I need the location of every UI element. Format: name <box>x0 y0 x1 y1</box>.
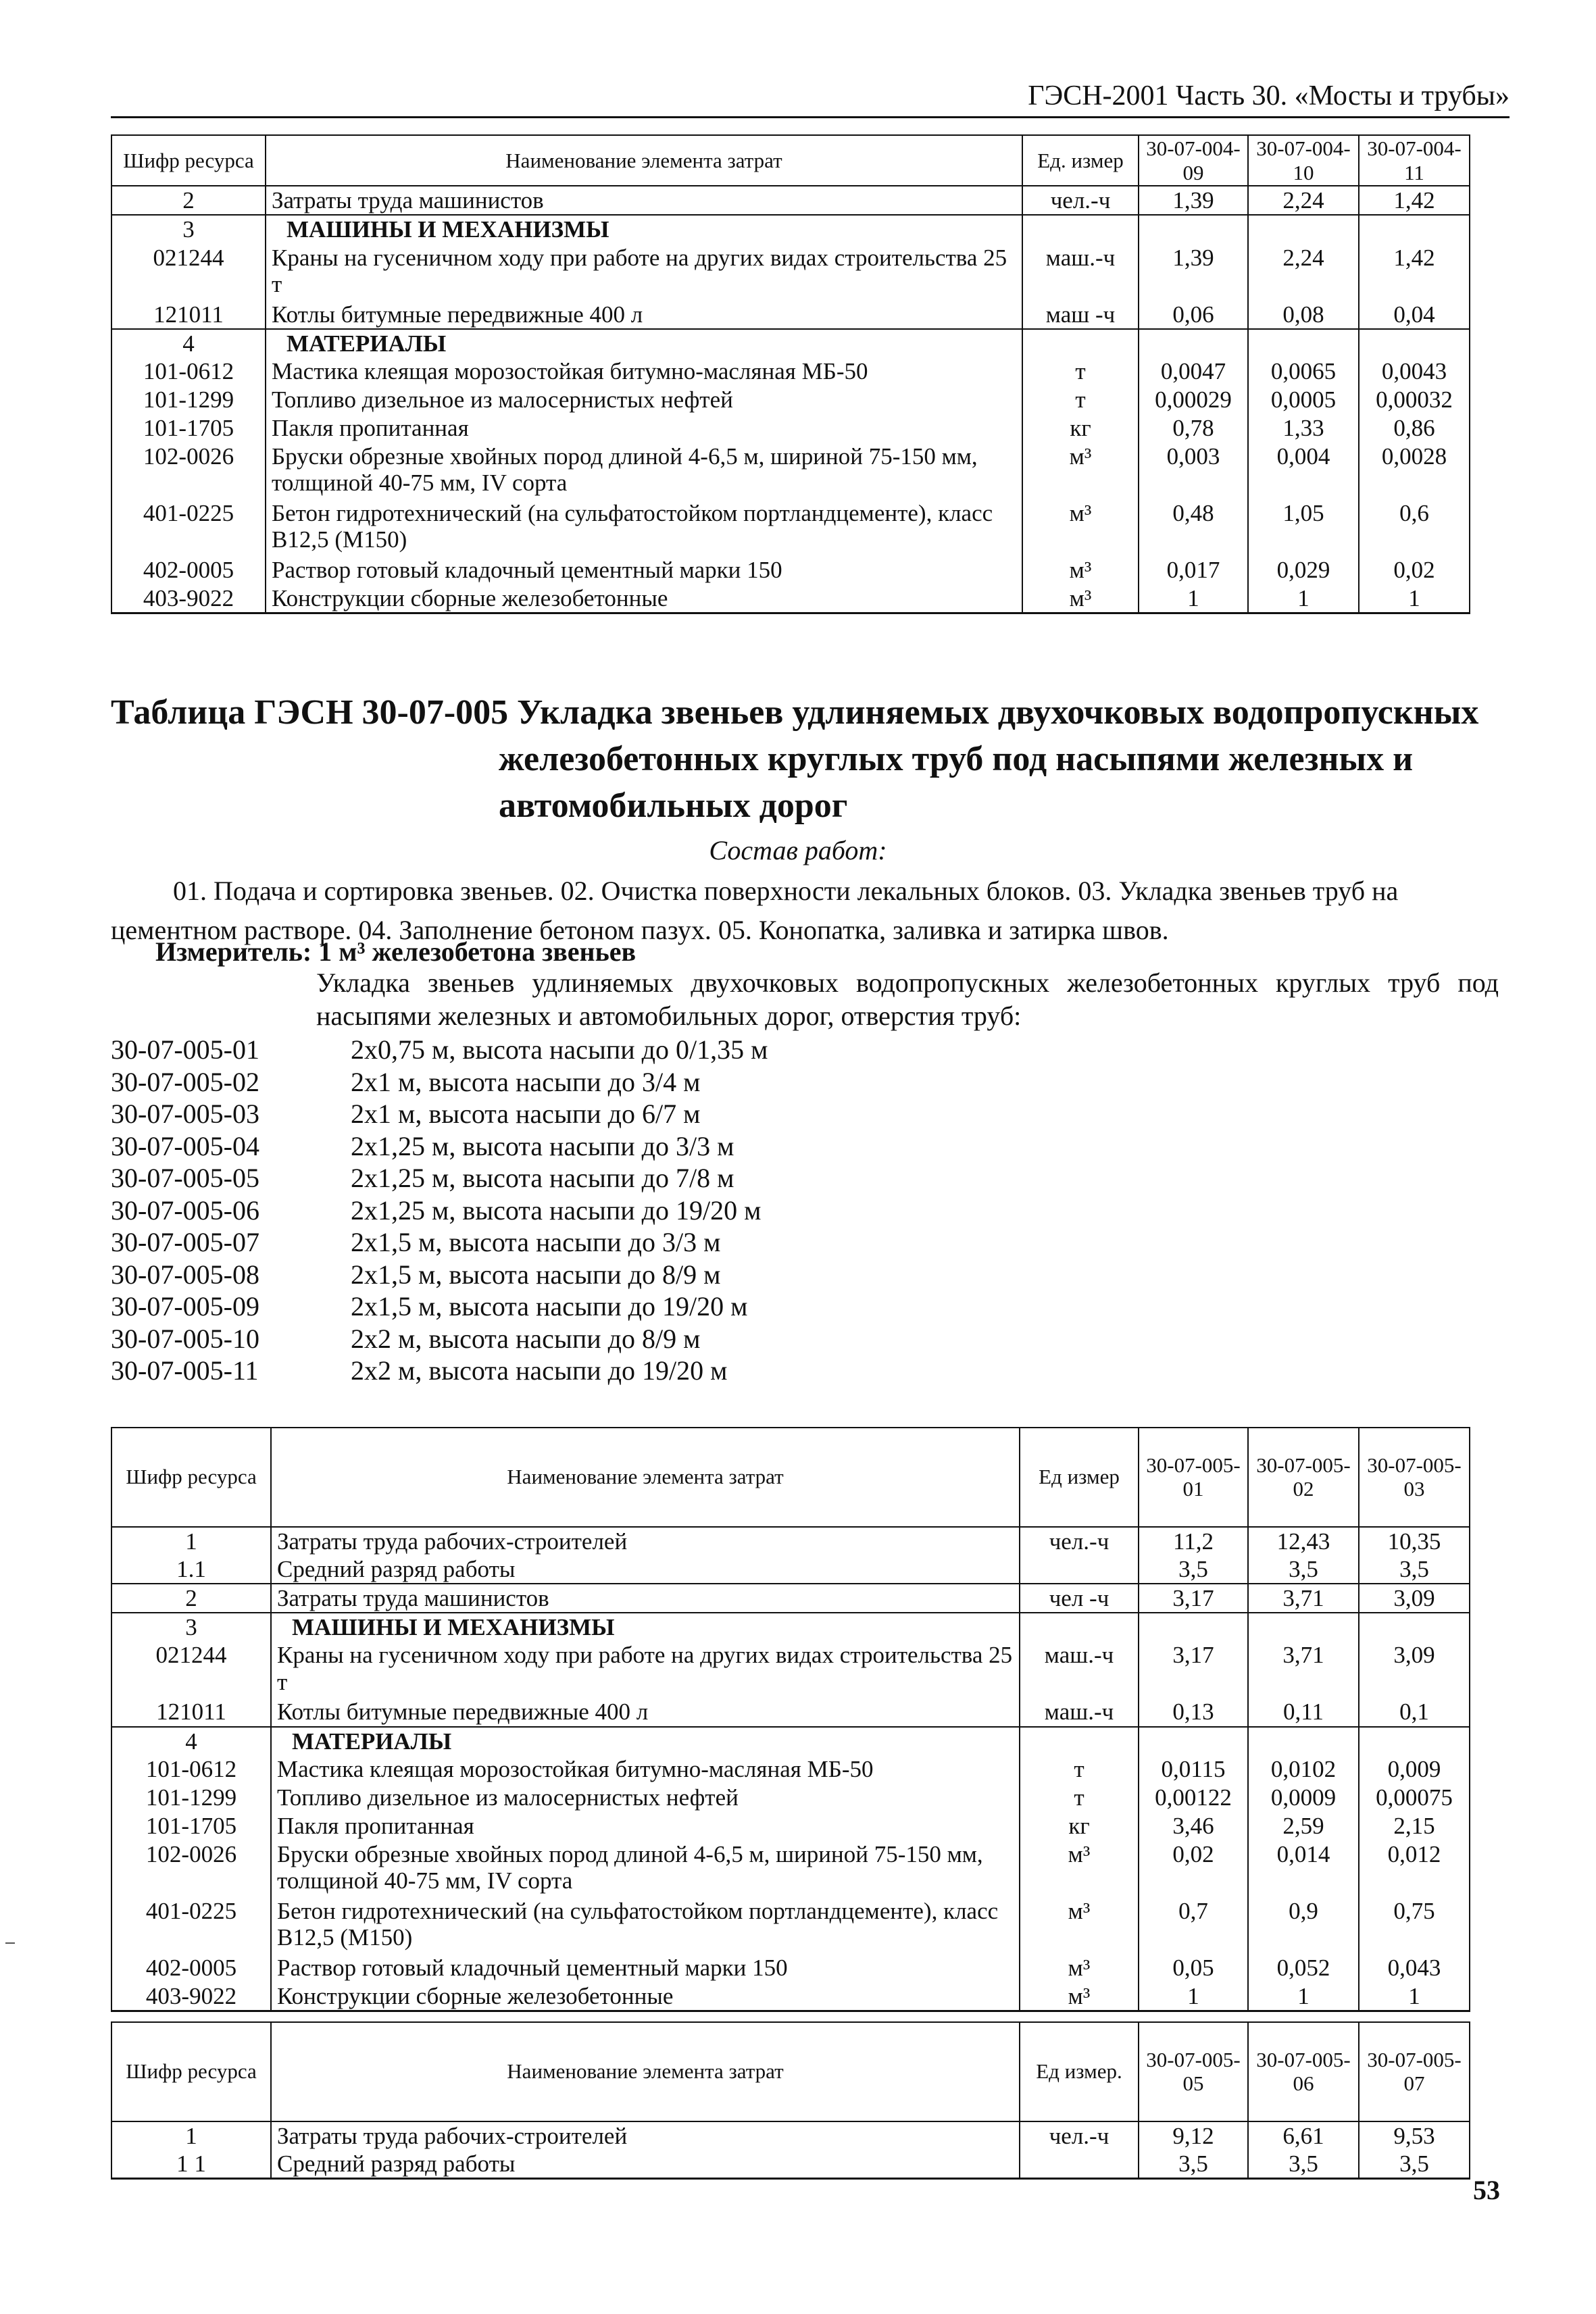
table-header-row <box>111 1428 1470 1527</box>
resource-code: 4 <box>111 329 266 357</box>
unit-cell: чел.-ч <box>1020 2121 1139 2150</box>
resource-code: 121011 <box>111 1698 271 1726</box>
item-code: 30-07-005-09 <box>111 1291 259 1322</box>
code-list-item <box>111 1323 768 1355</box>
value-cell: 3,46 <box>1139 1812 1248 1840</box>
resource-code: 021244 <box>111 244 266 301</box>
code-list-item <box>111 1098 768 1130</box>
code-list-item <box>111 1290 768 1323</box>
value-cell: 0,029 <box>1248 556 1359 584</box>
table-row <box>111 414 1470 443</box>
unit-cell: м³ <box>1022 443 1139 499</box>
value-cell <box>1139 1613 1248 1641</box>
table-row <box>111 1840 1470 1897</box>
unit-cell: м³ <box>1022 499 1139 556</box>
table-row <box>111 2121 1470 2150</box>
value-cell: 0,003 <box>1139 443 1248 499</box>
column-header: Шифр ресурса <box>111 2022 271 2121</box>
unit-cell: маш -ч <box>1022 301 1139 329</box>
value-cell <box>1248 215 1359 243</box>
section-row <box>111 1727 1470 1755</box>
unit-cell: чел.-ч <box>1022 186 1139 215</box>
code-list-item <box>111 1355 768 1387</box>
value-cell <box>1139 329 1248 357</box>
value-cell: 0,0028 <box>1359 443 1470 499</box>
column-header: 30-07-004-09 <box>1139 135 1248 186</box>
resource-table-004 <box>111 134 1470 614</box>
value-cell: 1,05 <box>1248 499 1359 556</box>
code-list-item <box>111 1162 768 1194</box>
column-header: 30-07-005-02 <box>1248 1428 1359 1527</box>
cost-element-name: МАШИНЫ И МЕХАНИЗМЫ <box>266 215 1022 243</box>
cost-element-name: Котлы битумные передвижные 400 л <box>271 1698 1020 1726</box>
table-row <box>111 386 1470 414</box>
table-row <box>111 1555 1470 1584</box>
cost-element-name: Краны на гусеничном ходу при работе на других видах строительства 25 т <box>266 244 1022 301</box>
table-row <box>111 443 1470 499</box>
page-header: ГЭСН-2001 Часть 30. «Мосты и трубы» <box>111 80 1510 118</box>
table-row <box>111 1897 1470 1954</box>
resource-code: 102-0026 <box>111 443 266 499</box>
section-title-rest: железобетонных круглых труб под насыпями железных и автомобильных дорог <box>499 740 1414 826</box>
resource-code: 2 <box>111 1584 271 1613</box>
value-cell: 0,1 <box>1359 1698 1470 1726</box>
resource-code: 401-0225 <box>111 499 266 556</box>
column-header: 30-07-005-05 <box>1139 2022 1248 2121</box>
cost-element-name: Бруски обрезные хвойных пород длиной 4-6,5 м, шириной 75-150 мм, толщиной 40-75 мм, IV сорта <box>271 1840 1020 1897</box>
unit-cell <box>1022 215 1139 243</box>
table-row <box>111 1755 1470 1784</box>
column-header: Наименование элемента затрат <box>271 1428 1020 1527</box>
value-cell <box>1248 329 1359 357</box>
unit-cell <box>1020 1555 1139 1584</box>
value-cell: 2,15 <box>1359 1812 1470 1840</box>
value-cell: 6,61 <box>1248 2121 1359 2150</box>
value-cell: 0,00122 <box>1139 1784 1248 1812</box>
table-row <box>111 1584 1470 1613</box>
column-header: 30-07-005-01 <box>1139 1428 1248 1527</box>
resource-code: 403-9022 <box>111 1982 271 2011</box>
value-cell: 0,11 <box>1248 1698 1359 1726</box>
column-header: Шифр ресурса <box>111 135 266 186</box>
value-cell: 0,75 <box>1359 1897 1470 1954</box>
unit-cell: чел -ч <box>1020 1584 1139 1613</box>
resource-code: 101-1705 <box>111 414 266 443</box>
item-code: 30-07-005-01 <box>111 1034 259 1065</box>
item-text: 2х2 м, высота насыпи до 19/20 м <box>351 1355 728 1386</box>
resource-code: 101-0612 <box>111 1755 271 1784</box>
item-text: 2х1,25 м, высота насыпи до 7/8 м <box>351 1163 734 1193</box>
value-cell: 0,00032 <box>1359 386 1470 414</box>
value-cell: 3,5 <box>1248 2150 1359 2179</box>
item-code: 30-07-005-10 <box>111 1323 259 1354</box>
value-cell: 0,05 <box>1139 1954 1248 1982</box>
value-cell <box>1248 1613 1359 1641</box>
item-text: 2х1 м, высота насыпи до 3/4 м <box>351 1066 701 1097</box>
section-row <box>111 329 1470 357</box>
unit-cell: маш.-ч <box>1020 1698 1139 1726</box>
unit-cell <box>1020 2150 1139 2179</box>
value-cell: 0,13 <box>1139 1698 1248 1726</box>
value-cell: 0,02 <box>1359 556 1470 584</box>
cost-element-name: Бетон гидротехнический (на сульфатостойком портландцементе), класс В12,5 (М150) <box>266 499 1022 556</box>
unit-cell: кг <box>1020 1812 1139 1840</box>
value-cell <box>1359 215 1470 243</box>
resource-code: 402-0005 <box>111 556 266 584</box>
value-cell: 0,009 <box>1359 1755 1470 1784</box>
value-cell: 0,0005 <box>1248 386 1359 414</box>
meter-line: Измеритель: 1 м³ железобетона звеньев <box>155 936 637 967</box>
item-code: 30-07-005-02 <box>111 1066 259 1097</box>
unit-cell: маш.-ч <box>1020 1641 1139 1698</box>
value-cell: 3,17 <box>1139 1584 1248 1613</box>
item-code: 30-07-005-11 <box>111 1355 259 1386</box>
resource-code: 403-9022 <box>111 584 266 613</box>
cost-element-name: Бруски обрезные хвойных пород длиной 4-6,5 м, шириной 75-150 мм, толщиной 40-75 мм, IV сорта <box>266 443 1022 499</box>
value-cell: 1,33 <box>1248 414 1359 443</box>
value-cell: 0,043 <box>1359 1954 1470 1982</box>
value-cell: 3,09 <box>1359 1641 1470 1698</box>
resource-table-005-05-08 <box>111 2021 1470 2180</box>
value-cell: 0,04 <box>1359 301 1470 329</box>
item-text: 2х1,25 м, высота насыпи до 19/20 м <box>351 1194 762 1226</box>
resource-code: 402-0005 <box>111 1954 271 1982</box>
value-cell: 0,017 <box>1139 556 1248 584</box>
value-cell: 0,02 <box>1139 1840 1248 1897</box>
value-cell: 9,53 <box>1359 2121 1470 2150</box>
value-cell: 0,78 <box>1139 414 1248 443</box>
unit-cell: м³ <box>1022 584 1139 613</box>
section-title-lead: Таблица ГЭСН 30-07-005 Укладка звеньев удлиняемых двухочковых водопропускных <box>111 693 1479 732</box>
unit-cell <box>1020 1727 1139 1755</box>
value-cell: 0,06 <box>1139 301 1248 329</box>
table-row <box>111 186 1470 215</box>
value-cell <box>1248 1727 1359 1755</box>
cost-element-name: Затраты труда рабочих-строителей <box>271 1527 1020 1555</box>
column-header: 30-07-004-10 <box>1248 135 1359 186</box>
item-text: 2х0,75 м, высота насыпи до 0/1,35 м <box>351 1034 768 1065</box>
value-cell: 0,9 <box>1248 1897 1359 1954</box>
value-cell <box>1359 1727 1470 1755</box>
resource-code: 021244 <box>111 1641 271 1698</box>
item-code: 30-07-005-04 <box>111 1130 259 1161</box>
code-list <box>111 1034 768 1387</box>
value-cell: 11,2 <box>1139 1527 1248 1555</box>
cost-element-name: МАШИНЫ И МЕХАНИЗМЫ <box>271 1613 1020 1641</box>
value-cell: 3,17 <box>1139 1641 1248 1698</box>
value-cell: 0,6 <box>1359 499 1470 556</box>
value-cell <box>1359 1613 1470 1641</box>
value-cell: 0,014 <box>1248 1840 1359 1897</box>
cost-element-name: Средний разряд работы <box>271 1555 1020 1584</box>
value-cell: 2,24 <box>1248 244 1359 301</box>
table-row <box>111 499 1470 556</box>
cost-element-name: Пакля пропитанная <box>266 414 1022 443</box>
value-cell: 12,43 <box>1248 1527 1359 1555</box>
value-cell: 0,004 <box>1248 443 1359 499</box>
item-text: 2х2 м, высота насыпи до 8/9 м <box>351 1323 701 1354</box>
value-cell: 0,00029 <box>1139 386 1248 414</box>
unit-cell: т <box>1020 1784 1139 1812</box>
unit-cell: чел.-ч <box>1020 1527 1139 1555</box>
item-code: 30-07-005-03 <box>111 1099 259 1129</box>
table-row <box>111 2150 1470 2179</box>
code-list-item <box>111 1066 768 1099</box>
resource-code: 102-0026 <box>111 1840 271 1897</box>
cost-element-name: Конструкции сборные железобетонные <box>266 584 1022 613</box>
value-cell: 0,08 <box>1248 301 1359 329</box>
table-row <box>111 1527 1470 1555</box>
code-list-item <box>111 1130 768 1163</box>
value-cell: 3,5 <box>1139 1555 1248 1584</box>
value-cell: 1,42 <box>1359 244 1470 301</box>
resource-code: 1 1 <box>111 2150 271 2179</box>
unit-cell: маш.-ч <box>1022 244 1139 301</box>
value-cell: 0,48 <box>1139 499 1248 556</box>
cost-element-name: Мастика клеящая морозостойкая битумно-масляная МБ-50 <box>266 357 1022 386</box>
value-cell <box>1139 215 1248 243</box>
table-row <box>111 1784 1470 1812</box>
resource-code: 4 <box>111 1727 271 1755</box>
table-row <box>111 1812 1470 1840</box>
value-cell: 0,0043 <box>1359 357 1470 386</box>
unit-cell: т <box>1020 1755 1139 1784</box>
column-header: Ед измер <box>1020 1428 1139 1527</box>
unit-cell: м³ <box>1020 1954 1139 1982</box>
resource-code: 1 <box>111 1527 271 1555</box>
resource-code: 101-1299 <box>111 386 266 414</box>
table-row <box>111 1982 1470 2011</box>
cost-element-name: Затраты труда рабочих-строителей <box>271 2121 1020 2150</box>
item-text: 2х1,5 м, высота насыпи до 3/3 м <box>351 1227 721 1257</box>
item-code: 30-07-005-05 <box>111 1163 259 1193</box>
value-cell: 0,0047 <box>1139 357 1248 386</box>
resource-code: 3 <box>111 215 266 243</box>
value-cell: 3,5 <box>1139 2150 1248 2179</box>
value-cell <box>1139 1727 1248 1755</box>
table-row <box>111 244 1470 301</box>
column-header: Шифр ресурса <box>111 1428 271 1527</box>
table-row <box>111 1698 1470 1726</box>
value-cell: 1 <box>1248 1982 1359 2011</box>
cost-element-name: Конструкции сборные железобетонные <box>271 1982 1020 2011</box>
cost-element-name: Мастика клеящая морозостойкая битумно-масляная МБ-50 <box>271 1755 1020 1784</box>
column-header: 30-07-005-03 <box>1359 1428 1470 1527</box>
item-text: 2х1 м, высота насыпи до 6/7 м <box>351 1099 701 1129</box>
cost-element-name: Средний разряд работы <box>271 2150 1020 2179</box>
item-code: 30-07-005-06 <box>111 1194 259 1226</box>
cost-element-name: Краны на гусеничном ходу при работе на других видах строительства 25 т <box>271 1641 1020 1698</box>
value-cell: 0,0009 <box>1248 1784 1359 1812</box>
value-cell: 0,0102 <box>1248 1755 1359 1784</box>
composition-label: Состав работ: <box>709 835 887 865</box>
value-cell: 1 <box>1359 1982 1470 2011</box>
unit-cell <box>1020 1613 1139 1641</box>
unit-cell: м³ <box>1020 1982 1139 2011</box>
value-cell: 3,09 <box>1359 1584 1470 1613</box>
value-cell: 9,12 <box>1139 2121 1248 2150</box>
cost-element-name: Пакля пропитанная <box>271 1812 1020 1840</box>
table-row <box>111 556 1470 584</box>
column-header: Наименование элемента затрат <box>266 135 1022 186</box>
value-cell: 1,42 <box>1359 186 1470 215</box>
value-cell: 0,012 <box>1359 1840 1470 1897</box>
value-cell: 0,0065 <box>1248 357 1359 386</box>
value-cell: 3,5 <box>1359 1555 1470 1584</box>
cost-element-name: Бетон гидротехнический (на сульфатостойком портландцементе), класс В12,5 (М150) <box>271 1897 1020 1954</box>
cost-element-name: МАТЕРИАЛЫ <box>266 329 1022 357</box>
cost-element-name: Затраты труда машинистов <box>271 1584 1020 1613</box>
value-cell: 3,71 <box>1248 1641 1359 1698</box>
value-cell: 0,052 <box>1248 1954 1359 1982</box>
value-cell <box>1359 329 1470 357</box>
resource-code: 401-0225 <box>111 1897 271 1954</box>
cost-element-name: Топливо дизельное из малосернистых нефтей <box>271 1784 1020 1812</box>
resource-code: 121011 <box>111 301 266 329</box>
table-header-row <box>111 135 1470 186</box>
column-header: Ед. измер <box>1022 135 1139 186</box>
page-number: 53 <box>1473 2175 1500 2205</box>
cost-element-name: Раствор готовый кладочный цементный марки 150 <box>266 556 1022 584</box>
column-header: Ед измер. <box>1020 2022 1139 2121</box>
table-row <box>111 1954 1470 1982</box>
column-header: 30-07-005-06 <box>1248 2022 1359 2121</box>
section-title <box>111 689 1510 829</box>
value-cell: 10,35 <box>1359 1527 1470 1555</box>
value-cell: 1,39 <box>1139 186 1248 215</box>
value-cell: 0,86 <box>1359 414 1470 443</box>
cost-element-name: Раствор готовый кладочный цементный марки 150 <box>271 1954 1020 1982</box>
intro-text: Укладка звеньев удлиняемых двухочковых водопропускных железобетонных круглых труб под насыпями железных и автомобильных дорог, отверстия труб: <box>316 967 1499 1032</box>
cost-element-name: Затраты труда машинистов <box>266 186 1022 215</box>
item-text: 2х1,25 м, высота насыпи до 3/3 м <box>351 1130 734 1161</box>
value-cell: 1 <box>1359 584 1470 613</box>
value-cell: 2,59 <box>1248 1812 1359 1840</box>
section-row <box>111 215 1470 243</box>
code-list-item <box>111 1194 768 1227</box>
value-cell: 0,7 <box>1139 1897 1248 1954</box>
column-header: 30-07-005-07 <box>1359 2022 1470 2121</box>
column-header: 30-07-004-11 <box>1359 135 1470 186</box>
table-header-row <box>111 2022 1470 2121</box>
table-row <box>111 301 1470 329</box>
resource-code: 101-1299 <box>111 1784 271 1812</box>
resource-code: 1 <box>111 2121 271 2150</box>
item-text: 2х1,5 м, высота насыпи до 8/9 м <box>351 1259 721 1290</box>
value-cell: 1 <box>1139 1982 1248 2011</box>
section-row <box>111 1613 1470 1641</box>
composition-text: 01. Подача и сортировка звеньев. 02. Очистка поверхности лекальных блоков. 03. Укладка звеньев труб на цементном растворе. 04. Заполнение бетоном пазух. 05. Конопатка, заливка и затирка швов. <box>111 876 1399 945</box>
resource-code: 2 <box>111 186 266 215</box>
value-cell: 2,24 <box>1248 186 1359 215</box>
resource-table-005-01-04 <box>111 1427 1470 2012</box>
unit-cell <box>1022 329 1139 357</box>
table-row <box>111 1641 1470 1698</box>
unit-cell: т <box>1022 357 1139 386</box>
code-list-item <box>111 1259 768 1291</box>
code-list-item <box>111 1034 768 1066</box>
unit-cell: м³ <box>1020 1897 1139 1954</box>
unit-cell: м³ <box>1020 1840 1139 1897</box>
code-list-item <box>111 1226 768 1259</box>
value-cell: 0,0115 <box>1139 1755 1248 1784</box>
margin-mark <box>5 1942 15 1944</box>
value-cell: 1 <box>1248 584 1359 613</box>
item-code: 30-07-005-07 <box>111 1227 259 1257</box>
unit-cell: кг <box>1022 414 1139 443</box>
cost-element-name: Котлы битумные передвижные 400 л <box>266 301 1022 329</box>
column-header: Наименование элемента затрат <box>271 2022 1020 2121</box>
item-code: 30-07-005-08 <box>111 1259 259 1290</box>
item-text: 2х1,5 м, высота насыпи до 19/20 м <box>351 1291 748 1322</box>
table-row <box>111 584 1470 613</box>
table-row <box>111 357 1470 386</box>
value-cell: 3,71 <box>1248 1584 1359 1613</box>
value-cell: 3,5 <box>1248 1555 1359 1584</box>
resource-code: 101-1705 <box>111 1812 271 1840</box>
cost-element-name: МАТЕРИАЛЫ <box>271 1727 1020 1755</box>
unit-cell: т <box>1022 386 1139 414</box>
value-cell: 3,5 <box>1359 2150 1470 2179</box>
resource-code: 1.1 <box>111 1555 271 1584</box>
value-cell: 1,39 <box>1139 244 1248 301</box>
resource-code: 3 <box>111 1613 271 1641</box>
unit-cell: м³ <box>1022 556 1139 584</box>
resource-code: 101-0612 <box>111 357 266 386</box>
cost-element-name: Топливо дизельное из малосернистых нефтей <box>266 386 1022 414</box>
value-cell: 1 <box>1139 584 1248 613</box>
value-cell: 0,00075 <box>1359 1784 1470 1812</box>
